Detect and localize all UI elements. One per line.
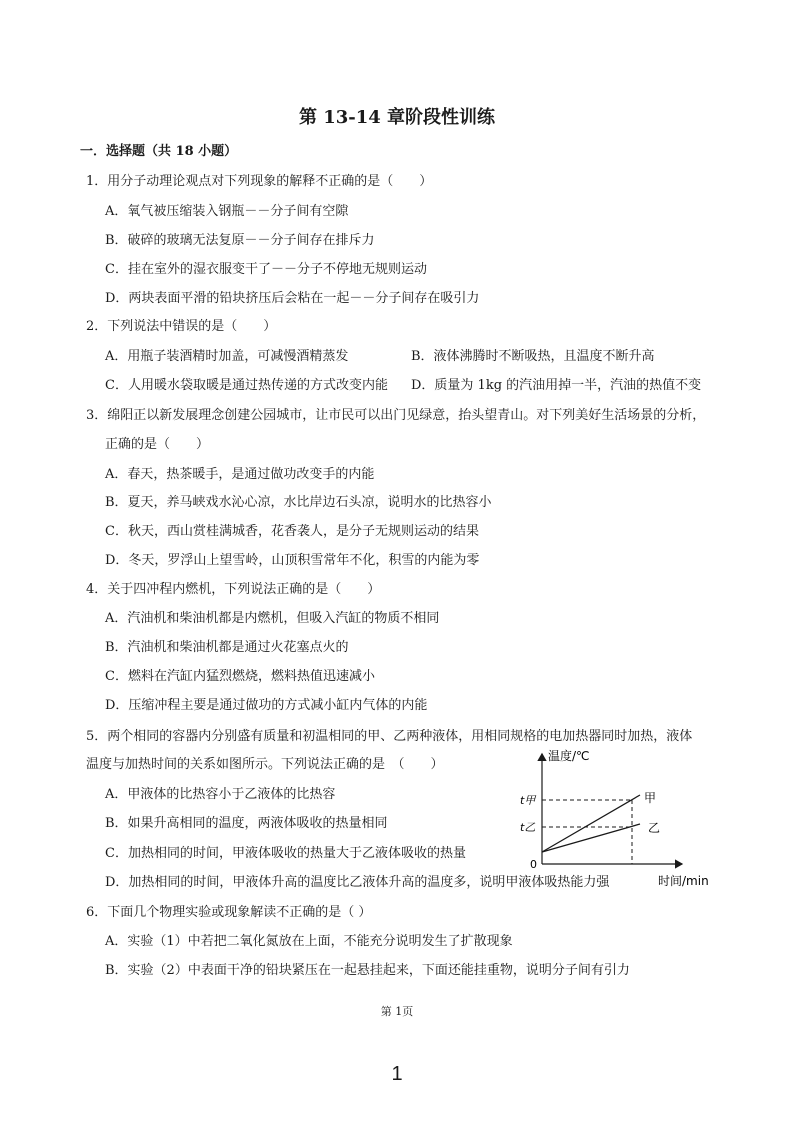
page-title: 第 13-14 章阶段性训练 bbox=[298, 107, 496, 128]
question-5-stem-line2: 温度与加热时间的关系如图所示。下列说法正确的是 （ ） bbox=[86, 757, 444, 772]
question-3-option-a: A．春天，热茶暖手，是通过做功改变手的内能 bbox=[105, 467, 375, 482]
question-2-option-d: D．质量为 1kg 的汽油用掉一半，汽油的热值不变 bbox=[411, 378, 702, 393]
question-2-option-c: C．人用暖水袋取暖是通过热传递的方式改变内能 bbox=[105, 378, 388, 393]
question-5-option-a: A．甲液体的比热容小于乙液体的比热容 bbox=[105, 787, 336, 802]
question-4-option-c: C．燃料在汽缸内猛烈燃烧，燃料热值迅速减小 bbox=[105, 669, 375, 684]
question-4-option-a: A．汽油机和柴油机都是内燃机，但吸入汽缸的物质不相同 bbox=[105, 611, 440, 626]
question-3-option-c: C．秋天，西山赏桂满城香，花香袭人，是分子无规则运动的结果 bbox=[105, 524, 479, 539]
series-jia-line bbox=[542, 795, 640, 852]
question-4-option-b: B．汽油机和柴油机都是通过火花塞点火的 bbox=[105, 640, 349, 655]
question-3-option-d: D．冬天，罗浮山上望雪岭，山顶积雪常年不化，积雪的内能为零 bbox=[105, 553, 480, 568]
question-3-stem-line1: 3．绵阳正以新发展理念创建公园城市，让市民可以出门见绿意，抬头望青山。对下列美好生活场景的分析， bbox=[86, 408, 706, 423]
question-2-stem: 2．下列说法中错误的是（ ） bbox=[86, 319, 277, 334]
question-4-stem: 4．关于四冲程内燃机，下列说法正确的是（ ） bbox=[86, 582, 381, 597]
question-1-option-a: A．氧气被压缩装入钢瓶－－分子间有空隙 bbox=[105, 204, 349, 219]
question-5-option-b: B．如果升高相同的温度，两液体吸收的热量相同 bbox=[105, 816, 388, 831]
question-2-option-b: B．液体沸腾时不断吸热，且温度不断升高 bbox=[411, 349, 655, 364]
y-axis-label: 温度/℃ bbox=[548, 749, 590, 763]
origin-label: 0 bbox=[530, 858, 537, 871]
question-1-option-d: D．两块表面平滑的铅块挤压后会粘在一起－－分子间存在吸引力 bbox=[105, 291, 480, 306]
question-5-option-c: C．加热相同的时间，甲液体吸收的热量大于乙液体吸收的热量 bbox=[105, 846, 466, 861]
question-6-option-b: B．实验（2）中表面干净的铅块紧压在一起悬挂起来，下面还能挂重物，说明分子间有引力 bbox=[105, 963, 630, 978]
t-jia-label: t甲 bbox=[520, 794, 536, 807]
series-yi-line bbox=[542, 824, 640, 852]
question-1-option-b: B．破碎的玻璃无法复原－－分子间存在排斥力 bbox=[105, 233, 375, 248]
question-5-option-d: D．加热相同的时间，甲液体升高的温度比乙液体升高的温度多，说明甲液体吸热能力强 bbox=[105, 875, 610, 890]
question-4-option-d: D．压缩冲程主要是通过做功的方式减小缸内气体的内能 bbox=[105, 698, 428, 713]
question-1-stem: 1．用分子动理论观点对下列现象的解释不正确的是（ ） bbox=[86, 174, 433, 189]
question-2-option-a: A．用瓶子装酒精时加盖，可减慢酒精蒸发 bbox=[105, 349, 349, 364]
section-heading: 一．选择题（共 18 小题） bbox=[80, 144, 238, 159]
t-yi-label: t乙 bbox=[520, 821, 536, 834]
temperature-time-graph bbox=[510, 742, 720, 892]
page-footer: 第 1页 bbox=[380, 1005, 414, 1018]
question-6-option-a: A．实验（1）中若把二氧化氮放在上面，不能充分说明发生了扩散现象 bbox=[105, 934, 513, 949]
series-jia-label: 甲 bbox=[644, 791, 657, 805]
series-yi-label: 乙 bbox=[648, 821, 661, 835]
question-5-stem-line1: 5．两个相同的容器内分别盛有质量和初温相同的甲、乙两种液体，用相同规格的电加热器同时加热，液体 bbox=[86, 729, 693, 744]
question-1-option-c: C．挂在室外的湿衣服变干了－－分子不停地无规则运动 bbox=[105, 262, 427, 277]
question-3-stem-line2: 正确的是（ ） bbox=[105, 437, 210, 452]
page-number: 1 bbox=[391, 1063, 403, 1085]
question-6-stem: 6．下面几个物理实验或现象解读不正确的是（ ） bbox=[86, 905, 372, 920]
question-3-option-b: B．夏天，养马峡戏水沁心凉，水比岸边石头凉，说明水的比热容小 bbox=[105, 495, 492, 510]
x-axis-label: 时间/min bbox=[658, 874, 709, 888]
